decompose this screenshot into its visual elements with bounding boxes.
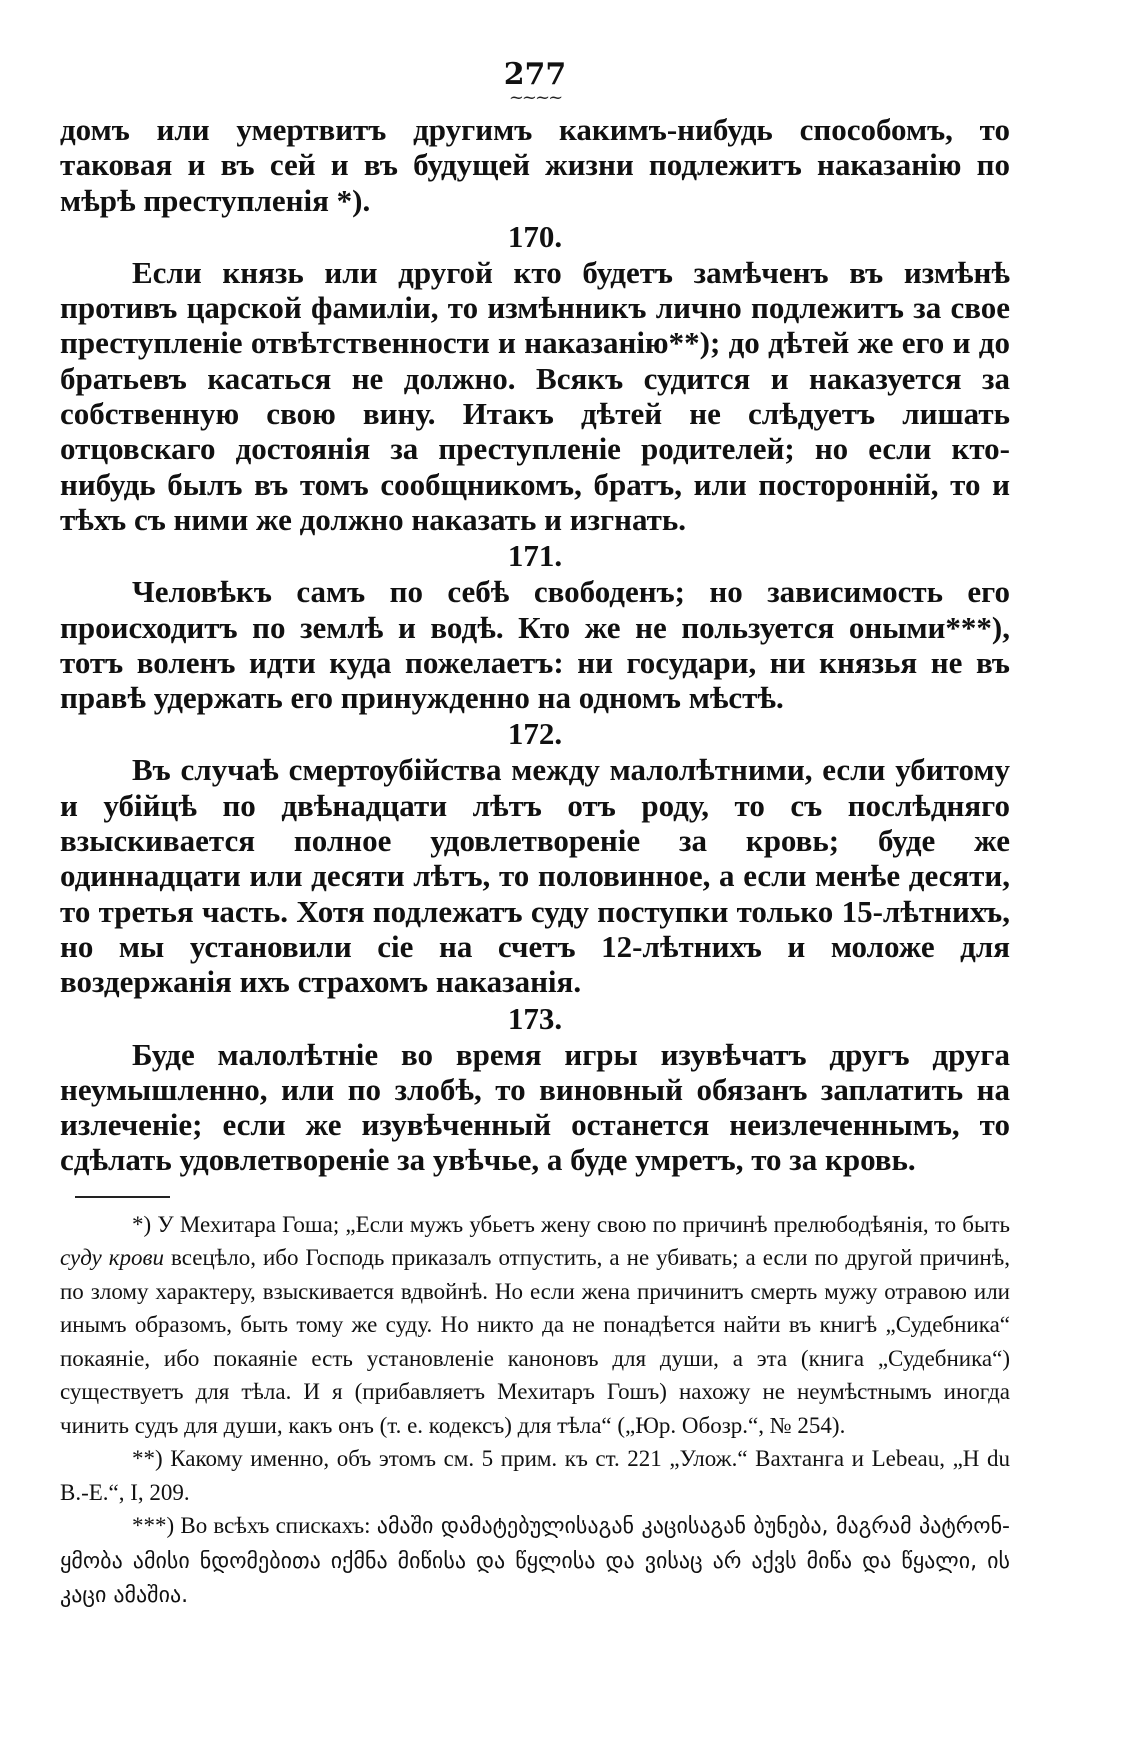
article-number-171: 171. [507, 538, 563, 574]
footnote-1-text-end: всецѣло, ибо Господь приказалъ отпустить, а не убивать; а если по другой причинѣ, по злому характеру, взыскивается вдвойнѣ. Но если жена причинитъ смерть мужу отравою или инымъ образомъ, быть тому же суду. Но никто да не понадѣется найти въ книгѣ „Судебника“ покаяніе, ибо покаяніе есть установленіе каноновъ для души, а эта (книга „Судебника“) существуетъ для тѣла. И я (прибавляетъ Мехитаръ Гошъ) нахожу не неумѣстнымъ иногда чинить судъ для души, какъ онъ (т. е. кодексъ) для тѣла“ („Юр. Обозр.“, № 254). [60, 1245, 1010, 1438]
page-number-ornament: ~~~~ [508, 87, 562, 108]
footnote-2: **) Какому именно, объ этомъ см. 5 прим. къ ст. 221 „Улож.“ Вахтанга и Lebeau, „H du B.-E.“, I, 209. [60, 1446, 1010, 1505]
page-number: 277 [503, 57, 567, 92]
article-number-172: 172. [507, 716, 563, 752]
continuation-paragraph: домъ или умертвитъ другимъ какимъ-нибудь способомъ, то таковая и въ сей и въ будущей жизни подлежитъ наказанію по мѣрѣ преступленія *). [60, 112, 1010, 218]
footnote-3-georgian: ამაში დამატებულისაგან კაცისაგან ბუნება, მაგრამ პატრონ-ყმობა ამისი ნდომებითა იქმნა მიწისა და წყლისა და ვისაც არ აქვს მიწა და წყალი, ის კაცი ამაშია. [60, 1514, 1010, 1609]
article-number-170: 170. [507, 218, 563, 254]
footnote-divider [75, 1196, 170, 1198]
footnotes [60, 1208, 1010, 1613]
footnote-3 [60, 1509, 1010, 1613]
article-171-text: Человѣкъ самъ по себѣ свободенъ; но зависимость его происходитъ по землѣ и водѣ. Кто же не пользуется оными***), тотъ воленъ идти куда пожелаетъ: ни государи, ни князья не въ правѣ удержать его принужденно на одномъ мѣстѣ. [60, 574, 1010, 716]
footnote-1-italic: суду крови [60, 1245, 164, 1271]
article-170-text: Если князь или другой кто будетъ замѣченъ въ измѣнѣ противъ царской фамиліи, то измѣнникъ лично подлежитъ за свое преступленіе отвѣтственности и наказанію**); до дѣтей же его и до братьевъ касаться не должно. Всякъ судится и наказуется за собственную свою вину. Итакъ дѣтей не слѣдуетъ лишать отцовскаго достоянія за преступленіе родителей; но если кто-нибудь былъ въ томъ сообщникомъ, братъ, или посторонній, то и тѣхъ съ ними же должно наказать и изгнать. [60, 254, 1010, 537]
article-number-173: 173. [507, 1000, 563, 1036]
footnote-1 [60, 1208, 1010, 1443]
article-172-text: Въ случаѣ смертоубійства между малолѣтними, если убитому и убійцѣ по двѣнадцати лѣтъ отъ роду, то съ послѣдняго взыскивается полное удовлетвореніе за кровь; буде же одиннадцати или десяти лѣтъ, то половинное, а если менѣе десяти, то третья часть. Хотя подлежатъ суду поступки только 15-лѣтнихъ, но мы установили сіе на счетъ 12-лѣтнихъ и моложе для воздержанія ихъ страхомъ наказанія. [60, 752, 1010, 1000]
main-text [60, 112, 1010, 1178]
article-173-text: Буде малолѣтніе во время игры изувѣчатъ другъ друга неумышленно, или по злобѣ, то виновный обязанъ заплатить на излеченіе; если же изувѣченный останется неизлеченнымъ, то сдѣлать удовлетвореніе за увѣчье, а буде умретъ, то за кровь. [60, 1036, 1010, 1178]
footnote-3-russian: ***) Во всѣхъ спискахъ: [132, 1513, 371, 1539]
footnote-1-text-start: *) У Мехитара Гоша; „Если мужъ убьетъ жену свою по причинѣ прелюбодѣянія, то быть [132, 1211, 1010, 1237]
document-page [60, 58, 1010, 1613]
